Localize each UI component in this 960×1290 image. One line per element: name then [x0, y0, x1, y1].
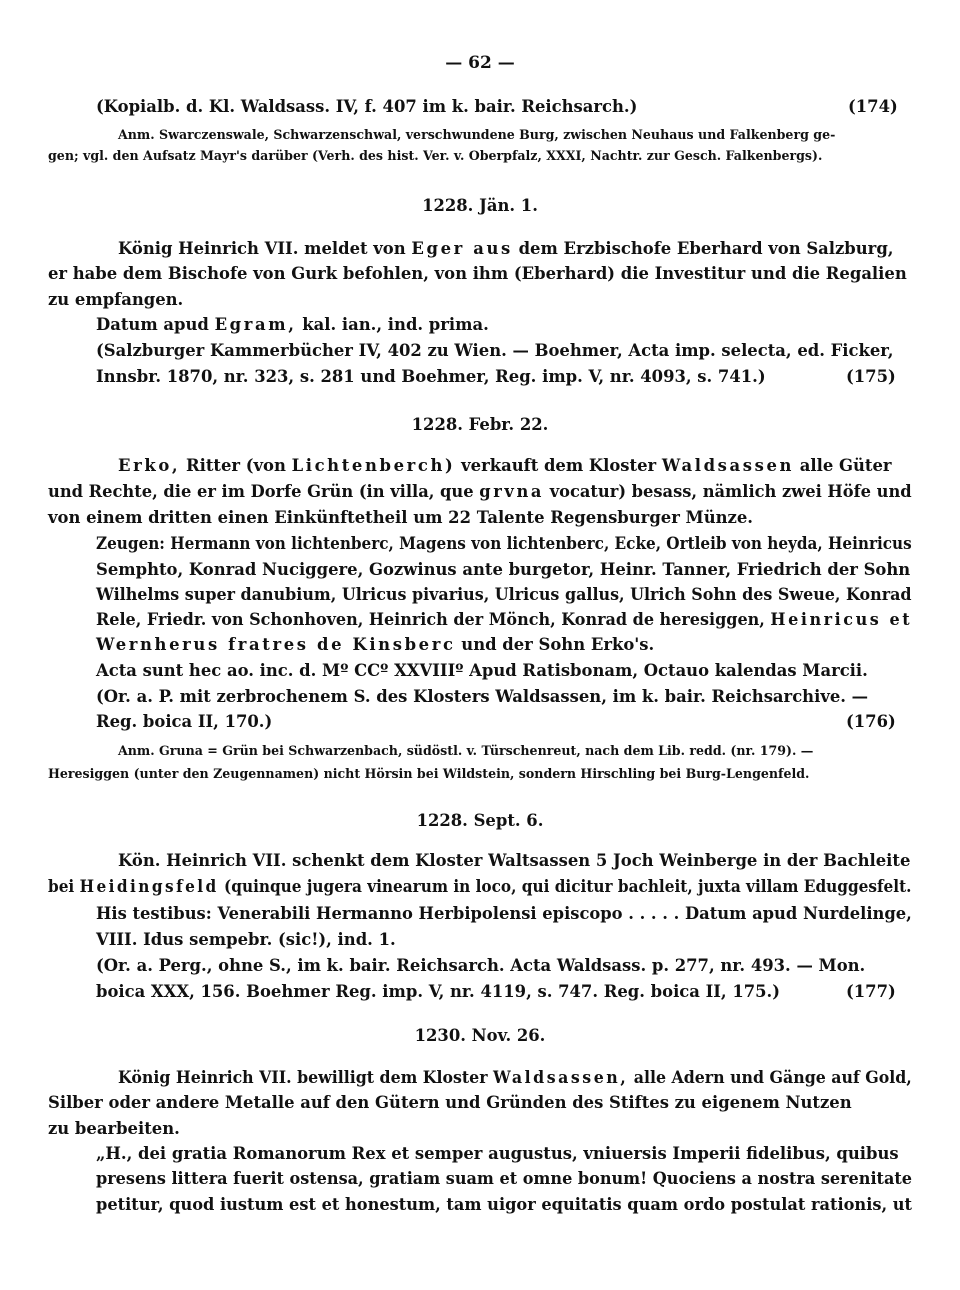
- entry-178-date: 1230. Nov. 26.: [414, 1026, 546, 1045]
- entry-176-name-lichtenberch: Lichtenberch): [291, 456, 456, 475]
- entry-177-line-2-text-b: (quinque jugera vinearum in loco, qui dicitur bachleit, juxta villam Eduggesfelt.: [224, 877, 912, 896]
- entry-175-line-4-text-b: kal. ian., ind. prima.: [302, 315, 489, 334]
- entry-177-number: (177): [846, 982, 896, 1001]
- entry-176-line-2: [48, 481, 912, 503]
- entry-177-line-6: boica XXX, 156. Boehmer Reg. imp. V, nr. 4119, s. 747. Reg. boica II, 175.): [96, 982, 781, 1001]
- entry-175-number: (175): [846, 367, 896, 386]
- entry-175-line-4-text-a: Datum apud: [96, 315, 209, 334]
- entry-176-note-line-1: Anm. Gruna = Grün bei Schwarzenbach, südöstl. v. Türschenreut, nach dem Lib. redd. (nr. 179). —: [118, 743, 814, 758]
- entry-176-line-9: Acta sunt hec ao. inc. d. Mº CCº XXVIIIº Apud Ratisbonam, Octauo kalendas Marcii.: [96, 661, 868, 680]
- entry-178-line-1-text-a: König Heinrich VII. bewilligt dem Kloster: [118, 1068, 488, 1087]
- entry-176-line-5: Semphto, Konrad Nuciggere, Gozwinus ante burgetor, Heinr. Tanner, Friedrich der Sohn: [96, 560, 911, 579]
- entry-178-line-1: [118, 1067, 912, 1089]
- entry-175-place-eger: Eger aus: [411, 239, 513, 258]
- entry-174-citation: (Kopialb. d. Kl. Waldsass. IV, f. 407 im k. bair. Reichsarch.): [96, 97, 638, 116]
- entry-176-date: 1228. Febr. 22.: [411, 415, 549, 434]
- entry-178-line-6: petitur, quod iustum est et honestum, tam uigor equitatis quam ordo postulat rationis, ut: [96, 1195, 913, 1214]
- entry-176-names-wernherus: Wernherus fratres de Kinsberc: [96, 635, 456, 654]
- entry-175-line-4: [96, 314, 489, 336]
- entry-174-note-line-1: Anm. Swarczenswale, Schwarzenschwal, verschwundene Burg, zwischen Neuhaus und Falkenberg ge-: [118, 127, 836, 142]
- entry-176-line-2-text-a: und Rechte, die er im Dorfe Grün (in villa, que: [48, 482, 474, 501]
- entry-178-line-1-text-b: alle Adern und Gänge auf Gold,: [633, 1068, 912, 1087]
- entry-177-line-5: (Or. a. Perg., ohne S., im k. bair. Reichsarch. Acta Waldsass. p. 277, nr. 493. — Mon.: [96, 956, 866, 975]
- entry-177-line-3-text-a: His testibus:: [96, 904, 212, 923]
- entry-176-line-11: Reg. boica II, 170.): [96, 712, 273, 731]
- entry-176-word-grvna: grvna: [479, 482, 545, 501]
- entry-176-number: (176): [846, 712, 896, 731]
- entry-176-line-1: [118, 455, 892, 477]
- entry-178-line-4: „H., dei gratia Romanorum Rex et semper augustus, vniuersis Imperii fidelibus, quibus: [96, 1144, 899, 1163]
- entry-176-line-3: von einem dritten einen Einkünftetheil um 22 Talente Regensburger Münze.: [48, 508, 753, 527]
- entry-178-line-3: zu bearbeiten.: [48, 1119, 180, 1138]
- entry-177-line-3-text-b: Datum apud Nurdelinge,: [685, 904, 912, 923]
- entry-177-date: 1228. Sept. 6.: [416, 811, 544, 830]
- entry-176-line-4: Zeugen: Hermann von lichtenberc, Magens von lichtenberc, Ecke, Ortleib von heyda, Heinricus: [96, 534, 912, 553]
- entry-178-name-waldsassen: Waldsassen,: [493, 1068, 629, 1087]
- entry-177-line-2: [48, 876, 911, 898]
- entry-176-line-8: [96, 634, 654, 656]
- entry-175-date: 1228. Jän. 1.: [422, 196, 538, 215]
- entry-176-name-waldsassen: Waldsassen: [661, 456, 795, 475]
- entry-175-place-egram: Egram,: [214, 315, 297, 334]
- entry-176-note-line-2: Heresiggen (unter den Zeugennamen) nicht Hörsin bei Wildstein, sondern Hirschling bei Burg-Lengenfeld.: [48, 766, 810, 781]
- page-number: — 62 —: [445, 53, 515, 73]
- entry-176-name-erko: Erko,: [118, 456, 181, 475]
- entry-175-line-6: Innsbr. 1870, nr. 323, s. 281 und Boehmer, Reg. imp. V, nr. 4093, s. 741.): [96, 367, 766, 386]
- entry-174-note-line-2: gen; vgl. den Aufsatz Mayr's darüber (Verh. des hist. Ver. v. Oberpfalz, XXXI, Nachtr. zur Gesch. Falkenbergs).: [48, 148, 823, 163]
- entry-176-line-8-text-b: und der Sohn Erko's.: [461, 635, 655, 654]
- entry-177-witness: Venerabili Hermanno Herbipolensi episcopo . . . . .: [217, 904, 680, 923]
- entry-176-line-1-text-c: alle Güter: [799, 456, 892, 475]
- entry-175-line-2: er habe dem Bischofe von Gurk befohlen, von ihm (Eberhard) die Investitur und die Regalien: [48, 264, 907, 283]
- entry-175-line-1-text-b: dem Erzbischofe Eberhard von Salzburg,: [518, 239, 894, 258]
- entry-175-line-1-text-a: König Heinrich VII. meldet von: [118, 239, 406, 258]
- entry-177-line-1: Kön. Heinrich VII. schenkt dem Kloster Waltsassen 5 Joch Weinberge in der Bachleite: [118, 851, 911, 870]
- entry-176-line-7-text-a: Rele, Friedr. von Schonhoven, Heinrich der Mönch, Konrad de heresiggen,: [96, 610, 765, 629]
- entry-175-line-1: [118, 238, 894, 260]
- entry-178-line-5: presens littera fuerit ostensa, gratiam suam et omne bonum! Quociens a nostra serenitate: [96, 1169, 913, 1188]
- entry-177-line-4: VIII. Idus sempebr. (sic!), ind. 1.: [96, 930, 396, 949]
- entry-177-line-3: [96, 903, 912, 925]
- entry-178-line-2: Silber oder andere Metalle auf den Gütern und Gründen des Stiftes zu eigenem Nutzen: [48, 1093, 852, 1112]
- entry-176-line-7: [96, 609, 912, 631]
- entry-176-line-10: (Or. a. P. mit zerbrochenem S. des Klosters Waldsassen, im k. bair. Reichsarchive. —: [96, 687, 869, 706]
- entry-177-line-2-text-a: bei: [48, 877, 75, 896]
- entry-176-line-2-text-b: vocatur) besass, nämlich zwei Höfe und: [549, 482, 912, 501]
- entry-174-number: (174): [848, 97, 898, 116]
- entry-175-line-5: (Salzburger Kammerbücher IV, 402 zu Wien. — Boehmer, Acta imp. selecta, ed. Ficker,: [96, 341, 894, 360]
- entry-175-line-3: zu empfangen.: [48, 290, 184, 309]
- entry-177-place-heidingsfeld: Heidingsfeld: [79, 877, 219, 896]
- entry-176-line-1-text-b: verkauft dem Kloster: [461, 456, 657, 475]
- entry-176-line-1-text-a: Ritter (von: [185, 456, 286, 475]
- entry-176-line-6: Wilhelms super danubium, Ulricus pivarius, Ulricus gallus, Ulrich Sohn des Sweue, Konrad: [96, 585, 912, 604]
- entry-176-names-heinricus: Heinricus et: [770, 610, 913, 629]
